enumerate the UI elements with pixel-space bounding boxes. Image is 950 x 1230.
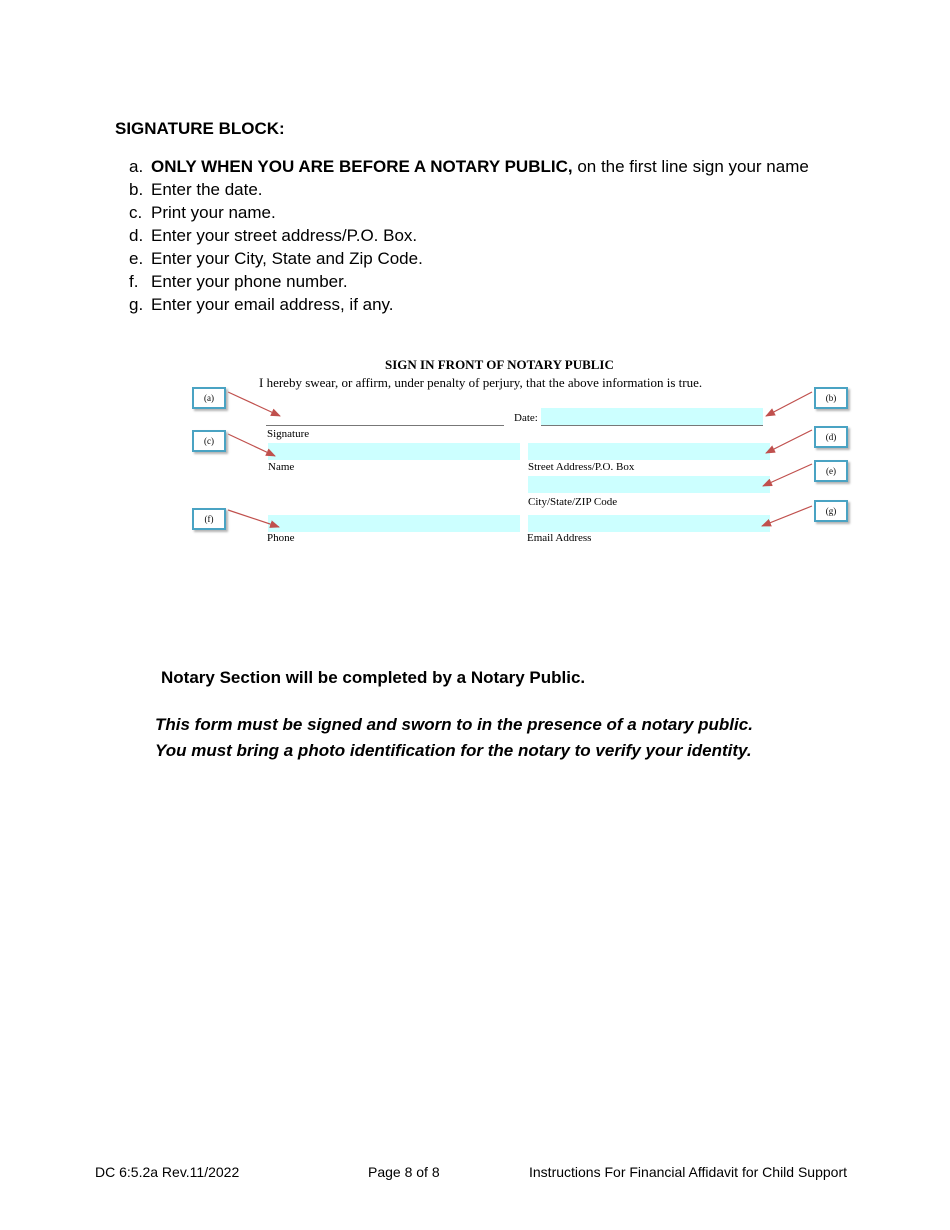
arrow-d [766, 430, 812, 453]
callout-a: (a) [192, 387, 226, 409]
list-item: d. Enter your street address/P.O. Box. [129, 226, 418, 245]
date-label: Date: [514, 412, 538, 424]
signature-label: Signature [267, 428, 310, 440]
figure-title: SIGN IN FRONT OF NOTARY PUBLIC [385, 357, 614, 372]
arrow-a [228, 392, 280, 416]
callout-b: (b) [814, 387, 848, 409]
footer-doc-title: Instructions For Financial Affidavit for Child Support [529, 1164, 848, 1180]
arrow-b [766, 392, 812, 416]
warning-line: You must bring a photo identification for the notary to verify your identity. [155, 741, 752, 760]
callout-f: (f) [192, 508, 226, 530]
arrow-e [763, 464, 812, 486]
callout-e: (e) [814, 460, 848, 482]
footer-form-id: DC 6:5.2a Rev.11/2022 [95, 1164, 240, 1180]
oath-text: I hereby swear, or affirm, under penalty of perjury, that the above information is true. [259, 375, 703, 390]
arrow-c [228, 434, 275, 456]
list-item: g. Enter your email address, if any. [129, 295, 394, 314]
list-item: a. ONLY WHEN YOU ARE BEFORE A NOTARY PUBLIC, on the first line sign your name [129, 157, 809, 176]
warning-line: This form must be signed and sworn to in the presence of a notary public. [155, 715, 753, 734]
footer-page-number: Page 8 of 8 [368, 1164, 440, 1180]
city-state-zip-label: City/State/ZIP Code [528, 496, 618, 508]
street-address-label: Street Address/P.O. Box [528, 461, 635, 473]
callout-d: (d) [814, 426, 848, 448]
emphasis-text: ONLY WHEN YOU ARE BEFORE A NOTARY PUBLIC, [151, 157, 573, 176]
name-label: Name [268, 461, 295, 473]
list-item: c. Print your name. [129, 203, 276, 222]
arrow-f [228, 510, 279, 527]
notary-note: Notary Section will be completed by a Notary Public. [161, 668, 586, 687]
arrow-g [762, 506, 812, 526]
list-item: f. Enter your phone number. [129, 272, 348, 291]
callout-g: (g) [814, 500, 848, 522]
callout-c: (c) [192, 430, 226, 452]
list-item: b. Enter the date. [129, 180, 263, 199]
phone-label: Phone [267, 532, 295, 544]
email-label: Email Address [527, 532, 592, 544]
section-heading: SIGNATURE BLOCK: [115, 119, 285, 138]
list-item: e. Enter your City, State and Zip Code. [129, 249, 423, 268]
